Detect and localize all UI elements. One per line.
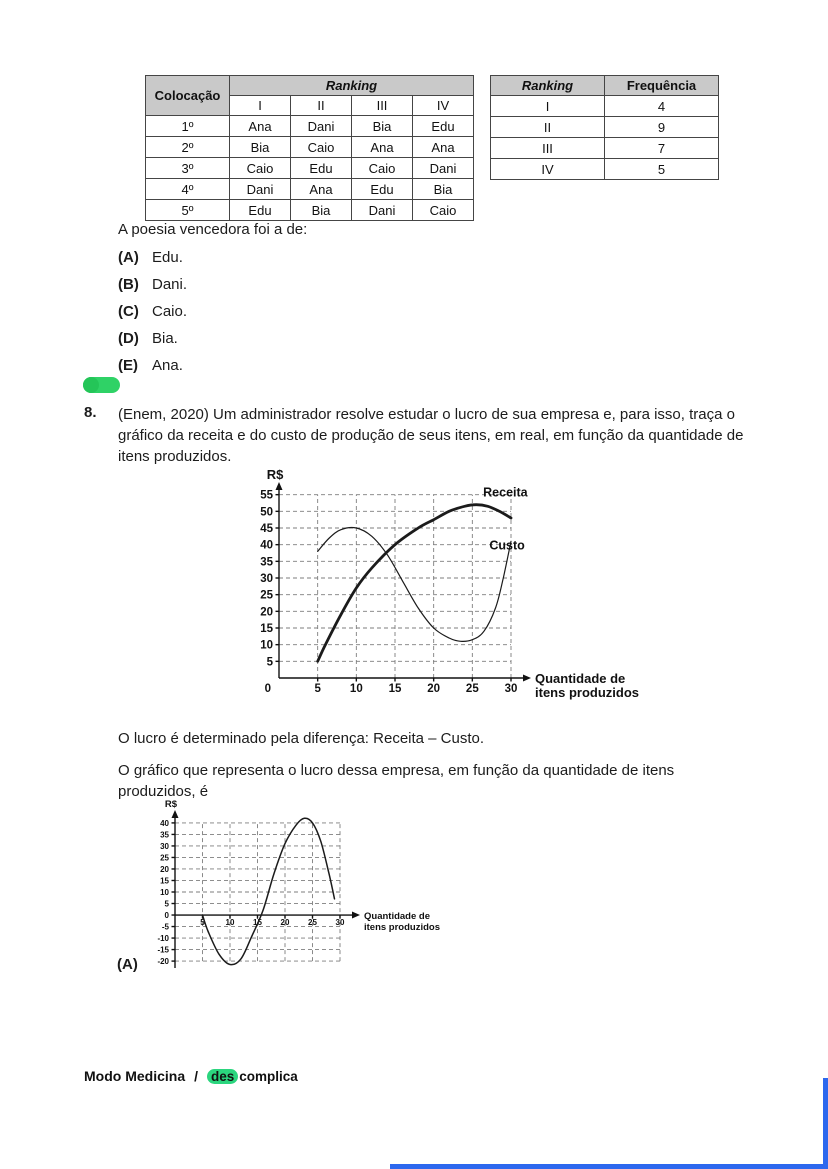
- table-cell: Caio: [291, 137, 352, 158]
- answer-option: [118, 355, 187, 376]
- x-axis-title: itens produzidos: [535, 685, 639, 700]
- x-tick-label: 5: [314, 683, 321, 695]
- table-row: [491, 159, 719, 180]
- y-tick-label: 5: [266, 656, 273, 669]
- option-text: Caio.: [152, 303, 188, 320]
- option-text: Dani.: [152, 276, 188, 293]
- table-subheader-cell: II: [291, 96, 352, 116]
- table-cell: Bia: [230, 137, 291, 158]
- table-cell: Ana: [413, 137, 474, 158]
- table-cell: 7: [605, 138, 719, 159]
- series-lucro: [203, 818, 335, 964]
- option-text: Edu.: [152, 249, 183, 266]
- x-tick-label: 15: [253, 918, 262, 928]
- answer-option: [118, 274, 187, 295]
- y-axis-title: R$: [164, 799, 178, 810]
- page-border-right: [823, 1078, 828, 1169]
- table-cell: Bia: [352, 116, 413, 137]
- option-letter: (C): [118, 303, 139, 320]
- y-tick-label: 20: [260, 606, 273, 619]
- x-tick-label: 30: [504, 683, 518, 695]
- y-tick-label: -15: [157, 945, 169, 955]
- table-cell: Ana: [230, 116, 291, 137]
- answer-option: [118, 328, 187, 349]
- table-cell: II: [491, 117, 605, 138]
- x-tick-label: 25: [308, 918, 317, 928]
- toggle-knob-icon: [83, 377, 99, 393]
- table-cell: 4º: [146, 179, 230, 200]
- table-cell: Caio: [413, 200, 474, 221]
- option-letter: (E): [118, 357, 138, 374]
- table-cell: Ana: [352, 137, 413, 158]
- y-tick-label: 45: [260, 523, 273, 535]
- x-tick-label: 10: [349, 683, 363, 695]
- x-tick-label: 20: [427, 683, 441, 695]
- ranking-table: [145, 75, 474, 221]
- y-tick-label: 15: [260, 623, 273, 635]
- x-axis-title: Quantidade de: [364, 911, 430, 923]
- table-cell: 2º: [146, 137, 230, 158]
- y-tick-label: -20: [157, 957, 169, 967]
- frequency-table-header-frequencia: Frequência: [605, 76, 719, 96]
- table-cell: Caio: [230, 158, 291, 179]
- table-cell: Bia: [413, 179, 474, 200]
- y-tick-label: 10: [260, 639, 273, 652]
- table-header-row: [146, 76, 474, 96]
- option-letter: (B): [118, 276, 139, 293]
- table-cell: Edu: [230, 200, 291, 221]
- table-cell: Dani: [413, 158, 474, 179]
- table-row: [491, 96, 719, 117]
- x-tick-label: 30: [335, 918, 345, 928]
- table-cell: 5º: [146, 200, 230, 221]
- x-tick-label: 10: [225, 918, 235, 928]
- table-row: [146, 116, 474, 137]
- y-tick-label: 35: [160, 830, 169, 840]
- option-letter: (A): [118, 249, 139, 266]
- y-tick-label: 0: [164, 911, 169, 921]
- descomplica-logo-des: des: [207, 1069, 238, 1084]
- table-cell: 5: [605, 159, 719, 180]
- answer-option: [118, 247, 187, 268]
- table-cell: 1º: [146, 116, 230, 137]
- footer-brand-text: Modo Medicina: [84, 1068, 186, 1084]
- table-cell: 9: [605, 117, 719, 138]
- table-row: [491, 117, 719, 138]
- table-subheader-cell: III: [352, 96, 413, 116]
- ranking-table-corner-header: Colocação: [146, 76, 230, 116]
- table-cell: I: [491, 96, 605, 117]
- y-tick-label: 20: [160, 864, 169, 874]
- table-cell: 4: [605, 96, 719, 117]
- frequency-table-header-ranking: Ranking: [491, 76, 605, 96]
- x-axis-title: itens produzidos: [364, 922, 440, 934]
- table-cell: Dani: [230, 179, 291, 200]
- series-label-receita: Receita: [483, 485, 528, 500]
- table-cell: Caio: [352, 158, 413, 179]
- series-label-custo: Custo: [489, 538, 525, 553]
- question-statement: (Enem, 2020) Um administrador resolve estudar o lucro de sua empresa e, para isso, traça o gráfico da receita e do custo de produção de seus itens, em real, em função da quantidade de itens produzidos.: [118, 406, 744, 465]
- y-tick-label: 15: [160, 876, 169, 886]
- revenue-cost-chart: [233, 466, 663, 708]
- page-border-bottom: [390, 1164, 828, 1169]
- x-tick-label: 25: [465, 683, 479, 695]
- y-tick-label: 35: [260, 556, 273, 569]
- profit-chart-option-a: [130, 798, 460, 982]
- y-tick-label: 25: [160, 853, 169, 863]
- table-cell: Dani: [352, 200, 413, 221]
- descomplica-logo: [207, 1069, 298, 1084]
- table-row: [146, 200, 474, 221]
- x-axis-title: Quantidade de: [535, 671, 626, 686]
- y-tick-label: 5: [164, 899, 169, 909]
- option-text: Bia.: [152, 330, 178, 347]
- table-cell: 3º: [146, 158, 230, 179]
- table-cell: Edu: [352, 179, 413, 200]
- x-tick-label: 20: [280, 918, 290, 928]
- question-number: 8.: [84, 404, 97, 421]
- graph-question-text: O gráfico que representa o lucro dessa empresa, em função da quantidade de itens produzidos, é: [118, 762, 675, 800]
- table-row: [146, 137, 474, 158]
- y-tick-label: 30: [160, 841, 169, 851]
- x-tick-label: 5: [200, 918, 205, 928]
- table-subheader-cell: I: [230, 96, 291, 116]
- table-cell: Dani: [291, 116, 352, 137]
- table-cell: Edu: [291, 158, 352, 179]
- y-tick-label: 40: [160, 818, 169, 828]
- footer-separator: /: [194, 1068, 199, 1084]
- answer-toggle[interactable]: [83, 377, 120, 393]
- table-cell: Bia: [291, 200, 352, 221]
- y-axis-title: R$: [266, 467, 284, 482]
- table-row: [491, 138, 719, 159]
- option-text: Ana.: [152, 357, 183, 374]
- table-header-row: [491, 76, 719, 96]
- table-cell: IV: [491, 159, 605, 180]
- table-row: [146, 179, 474, 200]
- table-subheader-cell: IV: [413, 96, 474, 116]
- y-tick-label: 25: [260, 589, 273, 602]
- y-tick-label: -5: [161, 922, 169, 932]
- descomplica-logo-complica: complica: [239, 1068, 298, 1084]
- origin-label: 0: [264, 683, 271, 695]
- y-tick-label: 30: [260, 573, 273, 585]
- options-list: [118, 247, 187, 382]
- table-cell: Edu: [413, 116, 474, 137]
- table-cell: III: [491, 138, 605, 159]
- y-tick-label: 50: [260, 506, 273, 519]
- option-a-label: (A): [117, 956, 138, 973]
- y-tick-label: 40: [260, 539, 273, 552]
- table-row: [146, 158, 474, 179]
- profit-definition-text: O lucro é determinado pela diferença: Receita – Custo.: [118, 730, 485, 747]
- y-tick-label: 10: [160, 888, 169, 897]
- option-letter: (D): [118, 330, 139, 347]
- x-tick-label: 15: [388, 683, 402, 695]
- y-tick-label: -10: [157, 934, 169, 944]
- ranking-table-group-header: Ranking: [230, 76, 474, 96]
- question-prompt: A poesia vencedora foi a de:: [118, 221, 308, 238]
- table-cell: Ana: [291, 179, 352, 200]
- y-tick-label: 55: [260, 489, 273, 502]
- frequency-table: [490, 75, 719, 180]
- footer: [84, 1068, 298, 1084]
- answer-option: [118, 301, 187, 322]
